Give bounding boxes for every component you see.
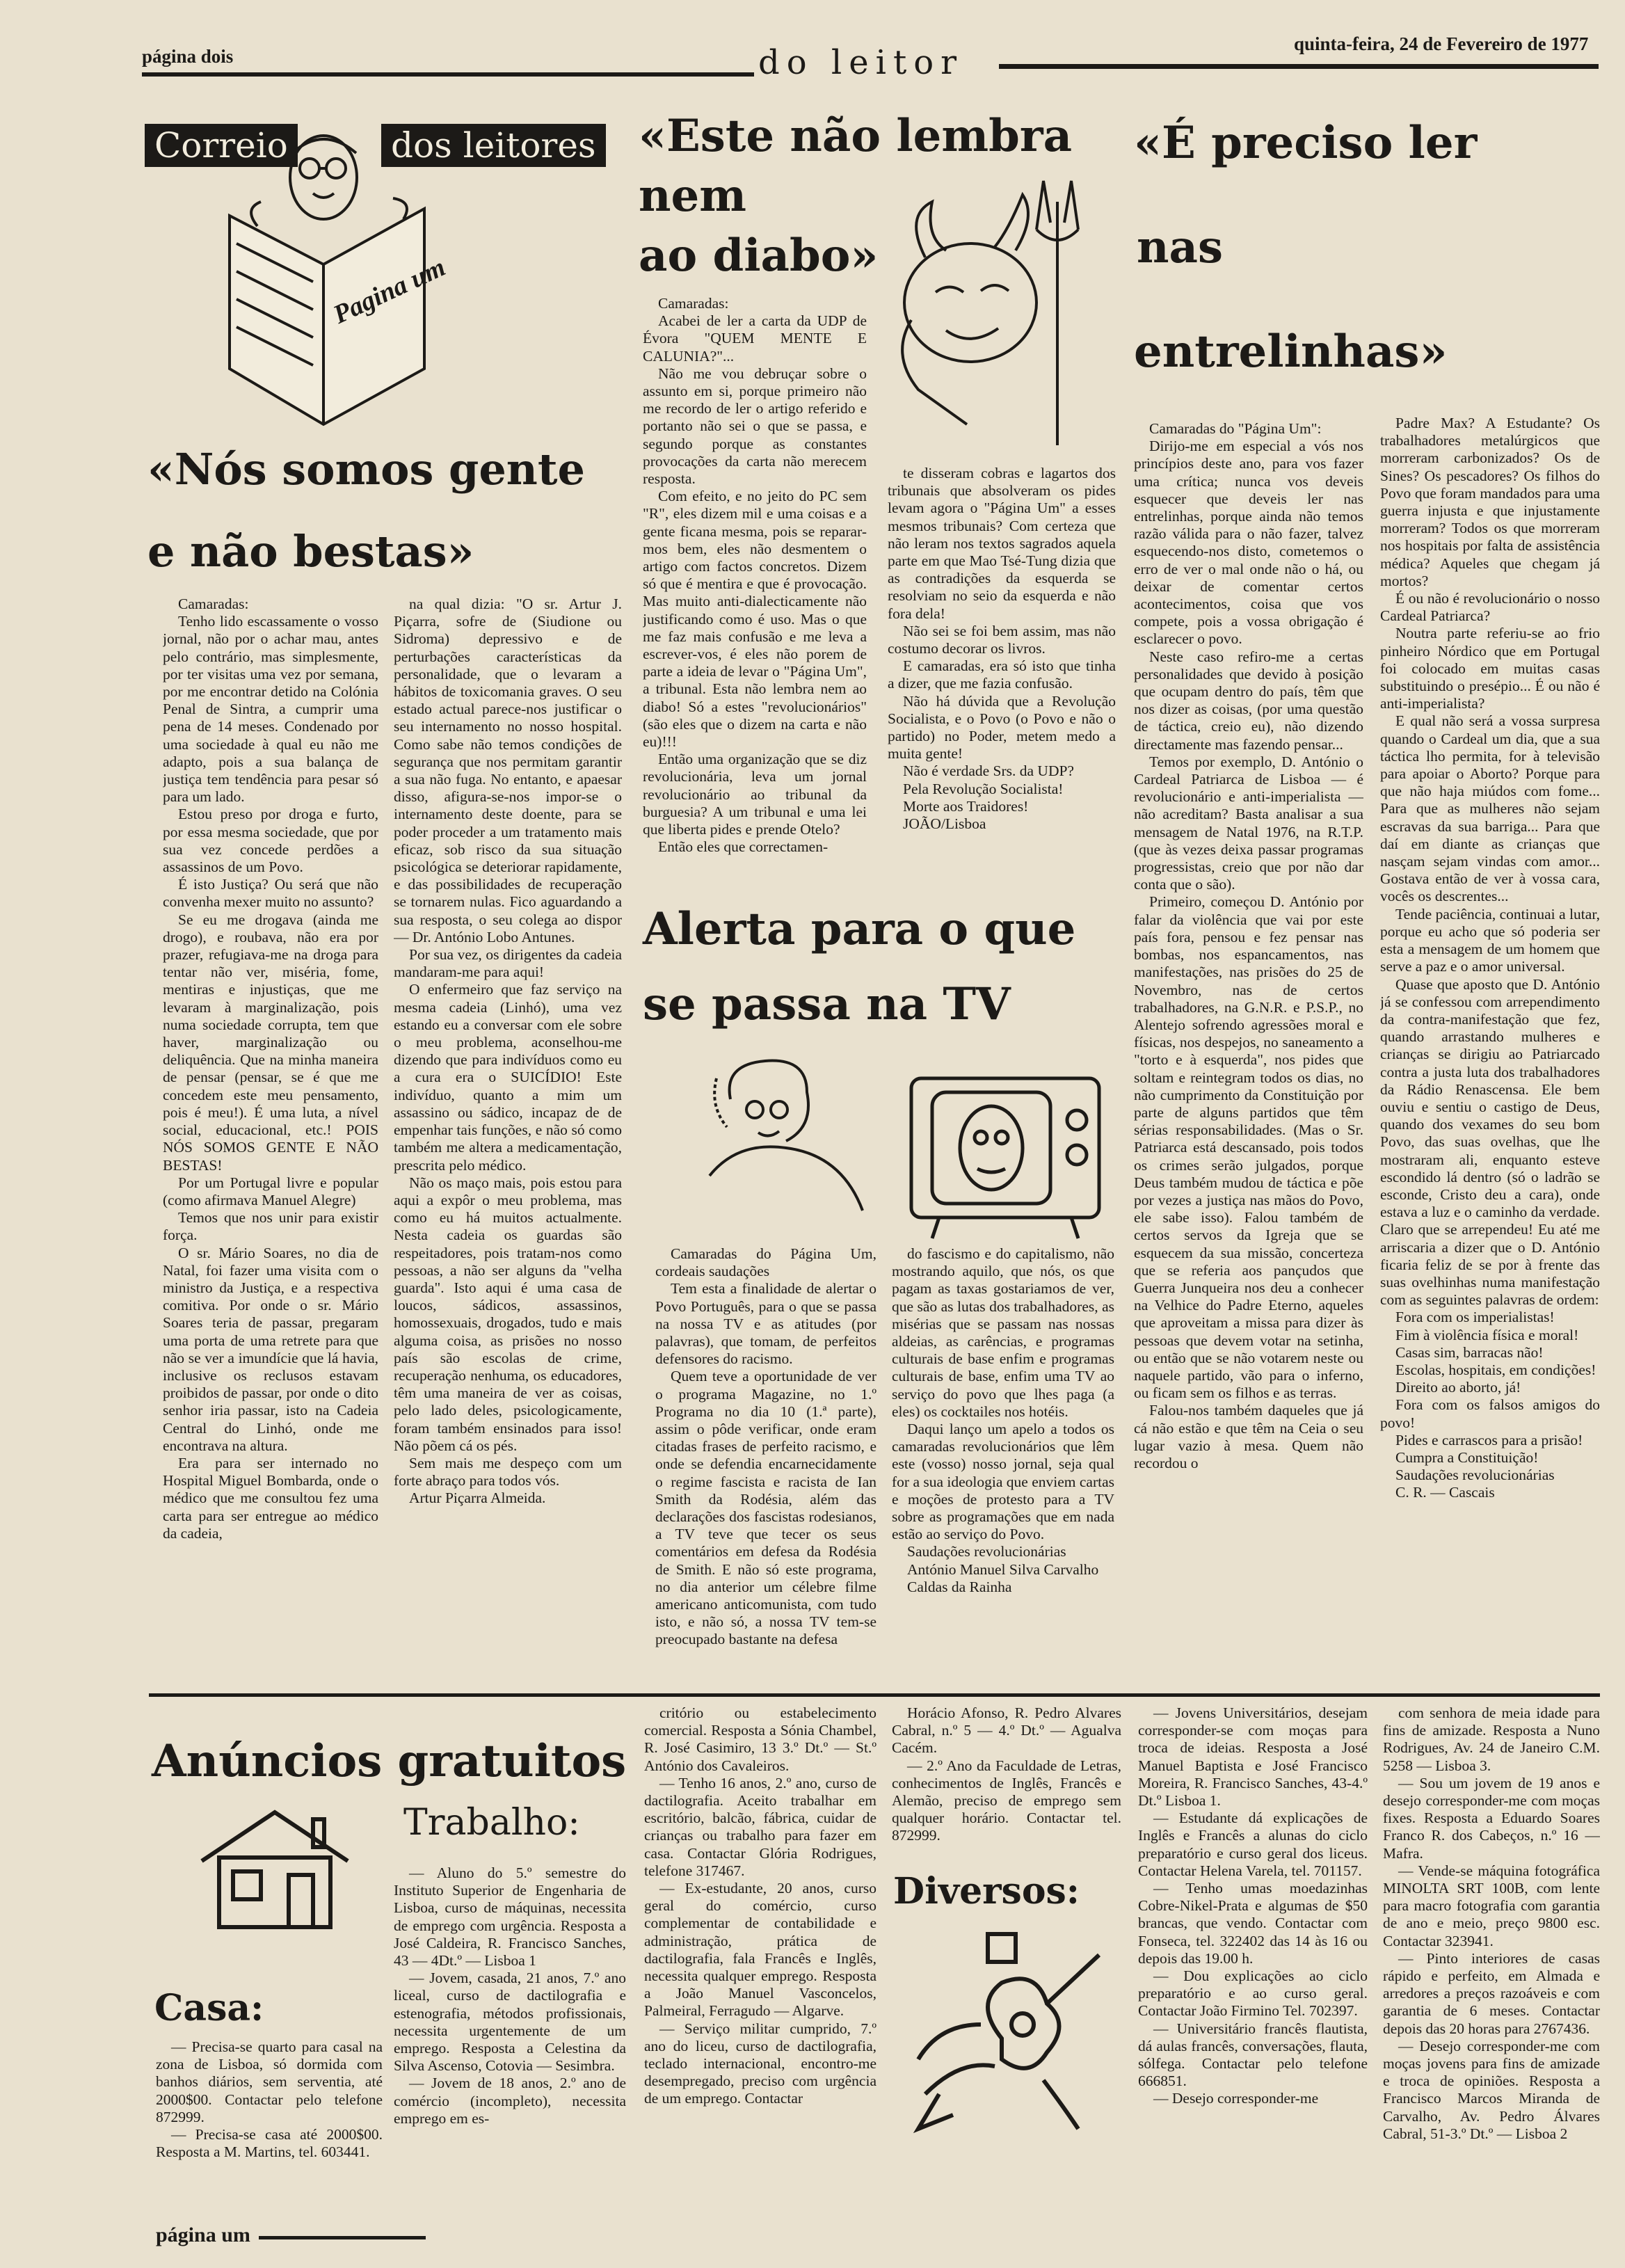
paragraph: Morte aos Traidores!	[903, 797, 1029, 815]
paragraph: Quase que aposto que D. António já se confessou com arrependimento da contra-manifestação que fez, quando arrastando mulheres e crianças se dirigiu ao Patriarcado contra a justa luta dos trabalhadores da Rádio Renascensa. Ele bem ouviu e sentiu o castigo de Deus, quando dos vexames do seu bom Povo, das suas ovelhas, que lhe mostraram ali, enquanto esteve escondido lá dentro (só o ladrão se esconde, Cristo deu a cara), onde estava a luz e o caminho da verdade. Claro que se arrependeu! Eu até me arriscaria a dizer que o D. António ficaria feliz de se por à frente das suas ovelhinhas numa manifestação com as seguintes palavras de ordem:	[1380, 975, 1600, 1309]
article3-column-1	[655, 1245, 876, 1691]
article1-title-line2: e não bestas»	[147, 526, 474, 577]
page-label: página dois	[142, 46, 234, 67]
correio-banner-left: Correio	[145, 124, 298, 167]
paragraph: — Serviço militar cumprido, 7.º ano do liceu, curso de dactilografia, teclado internacional, encontro-me desempregado, preciso com urgência de um emprego. Contactar	[644, 2020, 876, 2107]
paragraph: Não sei se foi bem assim, mas não costumo decorar os livros.	[888, 622, 1116, 657]
article4-title-line3: entrelinhas»	[1134, 326, 1448, 378]
paragraph: É isto Justiça? Ou será que não convenha mexer muito no assunto?	[163, 876, 378, 911]
ads-column-4	[1138, 1704, 1368, 2233]
ads-casa-column	[156, 2038, 383, 2205]
article1-title-line1: «Nós somos gente	[147, 444, 585, 495]
paragraph: Camaradas do "Página Um":	[1149, 420, 1322, 437]
paragraph: — Universitário francês flautista, dá aulas francês, conversações, flauta, sólfega. Contactar pelo telefone 666851.	[1138, 2020, 1368, 2090]
paragraph: Horácio Afonso, R. Pedro Alvares Cabral, n.º 5 — 4.º Dt.º — Agualva Cacém.	[892, 1704, 1121, 1757]
paragraph: Por um Portugal livre e popular (como afirmava Manuel Alegre)	[163, 1174, 378, 1208]
paragraph: Caldas da Rainha	[907, 1578, 1012, 1595]
guitar-illustration	[897, 1920, 1120, 2150]
paragraph: Temos por exemplo, D. António o Cardeal Patriarca de Lisboa — é revolucionário e anti-imperialista — não acreditam? Basta analisar a sua mensagem de Natal 1976, na R.T.P. (que às vezes deixa passar programas progressistas, creio que por não dar conta que o são).	[1134, 753, 1363, 893]
paragraph: Casas sim, barracas não!	[1395, 1343, 1544, 1361]
paragraph: Não os maço mais, pois estou para aqui a expôr o meu problema, mas como eu há muitos actualmente. Nesta cadeia os guardas são respeitadores, pois tratam-nos como pessoas, a não ser alguns da "velha guarda". Isto aqui é uma casa de loucos, sádicos, assassinos, homossexuais, drogados, tudo e mais alguma coisa, as prisões no nosso país são escolas de crime, recuperação nenhuma, os educadores, têm uma maneira de ver as coisas, pelo lado deles, psicologicamente, foram também ensinados para isso! Não põem cá os pés.	[394, 1174, 622, 1454]
paragraph: Daqui lanço um apelo a todos os camaradas revolucionários que lêm este (vosso) nosso jornal, seja qual for a sua ideologia que enviem cartas e moções de protesto para a TV sobre as programações que em nada estão ao serviço do Povo.	[892, 1421, 1114, 1543]
paragraph: Escolas, hospitais, em condições!	[1395, 1361, 1596, 1378]
ads-trabalho-column-1	[394, 1864, 626, 2212]
article3-column-2	[892, 1245, 1114, 1691]
paragraph: E qual não será a vossa surpresa quando o Cardeal um dia, que a sua táctica lho permita, for à televisão para apoiar o Aborto? Porque para que não haja miúdos com fome... Para que as mulheres não sejam escravas da sua barriga... Para que daí em diante as crianças que nasçam sejam vindas com amor... Gostava então de ver à vossa cara, vocês os descrentes...	[1380, 712, 1600, 905]
paragraph: Não me vou debruçar sobre o assunto em si, porque primeiro não me recordo de ler o artigo referido e portanto não sei o que se passa, e segundo porque as constantes provocações da carta não merecem resposta.	[643, 365, 867, 488]
paragraph: te disseram cobras e lagartos dos tribunais que absolveram os pides levam agora o "Página Um" a esses mesmos tribunais? Com certeza que não leram nos textos sagrados aquela parte em que Mao Tsé-Tung dizia que as contradições da esquerda se resolviam no seio da esquerda e não fora dela!	[888, 465, 1116, 622]
article2-title-line2: nem	[639, 170, 746, 222]
paragraph: Artur Piçarra Almeida.	[409, 1490, 546, 1507]
paragraph: Era para ser internado no Hospital Miguel Bombarda, onde o médico que me consultou fez uma carta para ser entregue ao médico da cadeia,	[163, 1454, 378, 1542]
paragraph: É ou não é revolucionário o nosso Cardeal Patriarca?	[1380, 590, 1600, 625]
paragraph: — Sou um jovem de 19 anos e desejo corresponder-me com moças fixes. Resposta a Eduardo Soares Franco R. dos Cabeços, n.º 16 — Mafra.	[1383, 1774, 1600, 1862]
paragraph: — Pinto interiores de casas rápido e perfeito, em Almada e arredores a preços razoáveis e com garantia de 6 meses. Contactar depois das 20 horas para 2767436.	[1383, 1949, 1600, 2037]
paragraph: O sr. Mário Soares, no dia de Natal, foi fazer uma visita com o ministro da Justiça, e a respectiva comitiva. Por onde o sr. Mário Soares teria de passar, pregaram uma porta de uma retrete para que não se ver a imundície que lá havia, inclusive os reclusos estavam proibidos de passar, por onde o dito senhor iria passar, isto na Cadeia Central do Linhó, onde me encontrava na altura.	[163, 1244, 378, 1454]
paragraph: Cumpra a Constituição!	[1395, 1448, 1539, 1466]
ads-casa-title: Casa:	[154, 1987, 264, 2029]
article2-column-1	[643, 295, 867, 879]
paragraph: — Aluno do 5.º semestre do Instituto Superior de Engenharia de Lisboa, curso de máquinas, necessita de emprego com urgência. Resposta a José Caldeira, R. Francisco Sanches, 43 — 4Dt.º — Lisboa 1	[394, 1864, 626, 1970]
paragraph: Fora com os imperialistas!	[1395, 1309, 1555, 1326]
paragraph: na qual dizia: "O sr. Artur J. Piçarra, sofre de (Siudione ou Sidroma) depressivo e de perturbações características da personalidade, que o levaram a hábitos de toxicomania graves. O seu estado actual parece-nos justificar o seu internamento no nosso hospital. Como sabe não temos condições de segurança que nos permitam garantir a sua não fuga. No entanto, e apaesar disso, afigura-se-nos impor-se o internamento deste doente, para se poder proceder a um tratamento mais eficaz, sob risco da sua situação psicológica se deteriorar rapidamente, e das possibilidades de recuperação se tornarem nulas. Fico aguardando a sua resposta, o seu colega ao dispor — Dr. António Lobo Antunes.	[394, 596, 622, 945]
paragraph: Pides e carrascos para a prisão!	[1395, 1431, 1583, 1448]
paragraph: — Jovens Universitários, desejam corresponder-se com moças para troca de ideias. Resposta a José Manuel Baptista e José Francisco Moreira, R. Francisco Sanches, 43-4.º Dt.º Lisboa 1.	[1138, 1704, 1368, 1810]
ads-diversos-title: Diversos:	[893, 1870, 1080, 1912]
magazine-title: Pagina um	[328, 253, 450, 330]
paragraph: Tenho lido escassamente o vosso jornal, não por o achar mau, antes pelo contrário, mas simplesmente, por ter visitas uma vez por semana, por me encontrar detido na Colónia Penal de Sintra, a cumprir uma pena de 14 meses. Condenado por uma sociedade à qual eu não me adapto, pois a sua balança de justiça tem tendência para pesar só para um lado.	[163, 613, 378, 806]
paragraph: Sem mais me despeço com um forte abraço para todos vós.	[394, 1454, 622, 1490]
paragraph: Pela Revolução Socialista!	[903, 780, 1064, 797]
article1-column-1	[163, 596, 378, 1709]
ads-title: Anúncios gratuitos	[152, 1735, 627, 1787]
paragraph: Padre Max? A Estudante? Os trabalhadores metalúrgicos que morreram carbonizados? Os de Sines? Os pescadores? Os filhos do Povo que foram mandados para uma guerra injusta e que injustamente morreram? Todos os que morreram nos hospitais por falta de assistência médica? Aqueles que chegam já mortos?	[1380, 415, 1600, 589]
page-date: quinta-feira, 24 de Fevereiro de 1977	[1294, 33, 1589, 54]
paragraph: Direito ao aborto, já!	[1395, 1379, 1521, 1396]
paragraph: Primeiro, começou D. António por falar da violência que vai por este país fora, pensou e fez pensar nas bombas, nos espancamentos, nas manifestações, nas prisões do 25 de Novembro, nas de certos trabalhadores, na G.N.R. e P.S.P., no Alentejo sofrendo agressões moral e físicas, nos despejos, no saneamento a "torto e à esquerda", nos pides que soltam e reintegram todos os dias, no não cumprimento da Constituição por parte de alguns partidos que têm sérias responsabilidades. (Mas o Sr. Patriarca está descansado, pois todos os crimes serão julgados, porque Deus também mudou de táctica e põe por vezes a justiça nas mãos do Povo, ele sabe isso). Falou também de certos servos da Igreja que se esquecem da sua missão, concerteza que se referia aos pançudos que Guerra Junqueira nos deu a conhecer na Velhice do Padre Eterno, aqueles que aproveitam a missa para dizer às pessoas que devem votar na setinha, ou então que se não votarem neste ou naquele partido, vão para o inferno, ou ficam sem os filhos e as terras.	[1134, 893, 1363, 1402]
paragraph: — Vende-se máquina fotográfica MINOLTA SRT 100B, com lente para macro fotografia com garantia de ano e meio, preço 9800 esc. Contactar 323941.	[1383, 1862, 1600, 1949]
ads-trabalho-title: Trabalho:	[403, 1802, 580, 1844]
paragraph: Então uma organização que se diz revolucionária, leva um jornal revolucionário ao tribunal da burguesia? A um tribunal e uma lei que liberta pides e prende Otelo?	[643, 751, 867, 838]
article3-title-line1: Alerta para o que	[643, 903, 1076, 955]
paragraph: Saudações revolucionárias	[1395, 1467, 1555, 1484]
paragraph: — Jovem de 18 anos, 2.º ano de comércio (incompleto), necessita emprego em es-	[394, 2075, 626, 2127]
paragraph: — Precisa-se quarto para casal na zona de Lisboa, só dormida com banhos diários, sem serventia, até 2000$00. Contactar pelo telefone 872999.	[156, 2038, 383, 2125]
paragraph: Falou-nos também daqueles que já cá não estão e que têm na Ceia o seu lugar vazio à mesa. Quem não recordou o	[1134, 1402, 1363, 1471]
correio-banner-right: dos leitores	[381, 124, 606, 167]
paragraph: Não há dúvida que a Revolução Socialista, e o Povo (o Povo e não o partido) no Poder, metem medo a muita gente!	[888, 692, 1116, 762]
article2-title-line1: «Este não lembra	[639, 110, 1073, 162]
paragraph: — Estudante dá explicações de Inglês e Francês a alunas do ciclo preparatório e curso geral dos liceus. Contactar Helena Varela, tel. 701157.	[1138, 1810, 1368, 1879]
paragraph: — Tenho umas moedazinhas Cobre-Nikel-Prata e algumas de $50 brancas, que vendo. Contactar com Fonseca, tel. 322402 das 14 às 16 ou depois das 19.00 h.	[1138, 1880, 1368, 1967]
paragraph: Tem esta a finalidade de alertar o Povo Português, para o que se passa na nossa TV e as atitudes (por palavras), que tomam, de perfeitos defensores do racismo.	[655, 1280, 876, 1368]
paragraph: Tende paciência, continuai a lutar, porque eu acho que só poderia ser esta a mensagem de um homem que serve a paz e o amor universal.	[1380, 905, 1600, 975]
paragraph: Por sua vez, os dirigentes da cadeia mandaram-me para aqui!	[394, 946, 622, 981]
footer-label: página um	[156, 2223, 250, 2246]
header-rule-left	[142, 72, 754, 77]
paragraph: Neste caso refiro-me a certas personalidades que devido à posição que ocupam dentro do país, têm que nos dizer as coisas, (por uma questão de táctica, creio eu), não dizendo directamente mas fazendo pensar...	[1134, 648, 1363, 753]
ads-trabalho-column-3	[892, 1704, 1121, 1871]
paragraph: Fim à violência física e moral!	[1395, 1326, 1579, 1343]
paragraph: Camaradas:	[658, 295, 729, 312]
article3-title-line2: se passa na TV	[643, 978, 1011, 1030]
paragraph: Noutra parte referiu-se ao frio pinheiro Nórdico que em Portugal foi colocado em muitas casas substituindo o presépio... É ou não é anti-imperialista?	[1380, 625, 1600, 712]
paragraph: Camaradas do Página Um, cordeais saudações	[655, 1245, 876, 1280]
paragraph: O enfermeiro que faz serviço na mesma cadeia (Linhó), uma vez estando eu a conversar com ele sobre o meu problema, aconselhou-me dizendo que para indivíduos como eu a cura era o SUICÍDIO! Este indivíduo, quanto a mim um assassino ou sádico, incapaz de de empenhar tais funções, e não só como também me altera a medicamentação, prescrita pelo médico.	[394, 981, 622, 1174]
article4-title-line1: «É preciso ler	[1134, 117, 1478, 169]
paragraph: Saudações revolucionárias	[907, 1543, 1066, 1560]
paragraph: Quem teve a oportunidade de ver o programa Magazine, no 1.º Programa no dia 10 (1.ª parte), assim o pôde verificar, onde eram citadas frases de perfeito racismo, e onde se defendia encarnecidamente o regime fascista e racista de Ian Smith da Rodésia, além das declarações dos fascistas rodesianos, a TV teve que tecer os seus comentários em defesa da Rodésia de Smith. E não só este programa, no dia anterior um célebre filme americano anticomunista, com tudo isto, e não só, a nossa TV tem-se preocupado bastante na defesa	[655, 1368, 876, 1648]
footer-rule	[259, 2236, 426, 2239]
paragraph: — Desejo corresponder-me	[1153, 2090, 1319, 2107]
article2-title-line3: ao diabo»	[639, 230, 879, 282]
paragraph: — Desejo corresponder-me com moças jovens para fins de amizade e troca de opiniões. Resposta a Francisco Marcos Miranda de Carvalho, Av. Pedro Álvares Cabral, 51-3.º Dt.º — Lisboa 2	[1383, 2037, 1600, 2142]
reader-illustration	[174, 104, 466, 445]
paragraph: com senhora de meia idade para fins de amizade. Resposta a Nuno Rodrigues, Av. 24 de Janeiro C.M. 5258 — Lisboa 3.	[1383, 1704, 1600, 1774]
paragraph: Temos que nos unir para existir força.	[163, 1209, 378, 1244]
article2-column-2	[888, 465, 1116, 882]
article4-title-line2: nas	[1137, 221, 1224, 273]
tv-viewer-illustration	[696, 1051, 876, 1224]
paragraph: — Jovem, casada, 21 anos, 7.º ano liceal, curso de dactilografia e estenografia, métodos profissionais, necessita urgentemente de um emprego. Resposta a Celestina da Silva Ascenso, Cotovia — Sesimbra.	[394, 1970, 626, 2075]
header-rule-right	[999, 64, 1599, 69]
paragraph: Se eu me drogava (ainda me drogo), e roubava, não era por prazer, refugiava-me na droga para tentar não ver, miséria, fome, mentiras e injustiças, que me levaram à marginalização, pois numa sociedade corrupta, tem que haver, marginalização ou deliquência. Que na minha maneira de pensar (pensar, se é que me concedem este meu pensamento, pois é meu!). É uma luta, a nível social, educacional, etc.! POIS NÓS SOMOS GENTE E NÃO BESTAS!	[163, 911, 378, 1174]
house-illustration	[188, 1802, 362, 1934]
tv-set-illustration	[904, 1071, 1106, 1245]
paragraph: Com efeito, e no jeito do PC sem "R", eles dizem mil e uma coisas e a gente ficana mesma, pois se reparar-mos bem, eles não desmentem o artigo com factos concretos. Dizem só que é mentira e que é provocação. Mas muito anti-dialecticamente não justificando como é uso. Mas o que me faz mais confusão e me leva a escrever-vos, é eles não porem de parte a ideia de levar o "Página Um", a tribunal. Esta não lembra nem ao diabo! Só a estes "revolucionários" (são eles que o dizem na carta e não eu)!!!	[643, 488, 867, 751]
paragraph: Estou preso por droga e furto, por essa mesma sociedade, que por sua vez concede perdões a assassinos de um Povo.	[163, 806, 378, 876]
section-title: do leitor	[758, 43, 964, 82]
paragraph: Não é verdade Srs. da UDP?	[903, 762, 1074, 780]
paragraph: JOÃO/Lisboa	[903, 815, 986, 833]
ads-separator-rule	[149, 1693, 1600, 1697]
paragraph: Fora com os falsos amigos do povo!	[1380, 1396, 1600, 1431]
article1-column-2	[394, 596, 622, 1709]
devil-illustration	[863, 174, 1113, 452]
paragraph: — Tenho 16 anos, 2.º ano, curso de dactilografia. Aceito trabalhar em escritório, balcão, fábrica, cuidar de crianças ou trabalho para fazer em casa. Contactar Glória Rodrigues, telefone 317467.	[644, 1774, 876, 1879]
paragraph: C. R. — Cascais	[1395, 1484, 1495, 1501]
paragraph: — 2.º Ano da Faculdade de Letras, conhecimentos de Inglês, Francês e Alemão, preciso de emprego sem qualquer horário. Contactar tel. 872999.	[892, 1757, 1121, 1844]
article4-column-2	[1380, 415, 1600, 1667]
ads-column-5	[1383, 1704, 1600, 2233]
paragraph: — Precisa-se casa até 2000$00. Resposta a M. Martins, tel. 603441.	[156, 2126, 383, 2161]
paragraph: — Ex-estudante, 20 anos, curso geral do comércio, curso complementar de contabilidade e administração, prática de dactilografia, fala Francês e Inglês, necessita qualquer emprego. Resposta a João Manuel Vasconcelos, Palmeiral, Ferragudo — Algarve.	[644, 1880, 876, 2020]
ads-trabalho-column-2	[644, 1704, 876, 2233]
paragraph: Acabei de ler a carta da UDP de Évora "QUEM MENTE E CALUNIA?"...	[643, 312, 867, 365]
paragraph: do fascismo e do capitalismo, não mostrando aquilo, que nós, os que pagam as taxas gostariamos de ver, que são as lutas dos trabalhadores, as misérias que se passam nas nossas aldeias, as carências, e programas culturais de base enfim e programas culturais de base, enfim uma TV ao serviço do povo que lhes paga (a eles) os cocktailes nos hotéis.	[892, 1245, 1114, 1420]
article4-column-1	[1134, 420, 1363, 1679]
paragraph: António Manuel Silva Carvalho	[907, 1560, 1099, 1578]
paragraph: E camaradas, era só isto que tinha a dizer, que me fazia confusão.	[888, 657, 1116, 692]
paragraph: Camaradas:	[178, 596, 249, 612]
paragraph: — Dou explicações ao ciclo preparatório e ao curso geral. Contactar João Firmino Tel. 702397.	[1138, 1967, 1368, 2020]
paragraph: Dirijo-me em especial a vós nos princípios deste ano, para vos fazer uma crítica; nunca vos deveis esquecer que deveis ler nas entrelinhas, porque ainda não temos razão válida para o não fazer, talvez esquecendo-nos disto, cometemos o erro de ver o mal onde não o há, ou deixar de comentar certos acontecimentos, coisa que vos compete, pois a vossa obrigação é esclarecer o povo.	[1134, 438, 1363, 648]
paragraph: critório ou estabelecimento comercial. Resposta a Sónia Chambel, R. José Casimiro, 13 3.º Dt.º — St.º António dos Cavaleiros.	[644, 1704, 876, 1774]
paragraph: Então eles que correctamen-	[658, 838, 828, 856]
